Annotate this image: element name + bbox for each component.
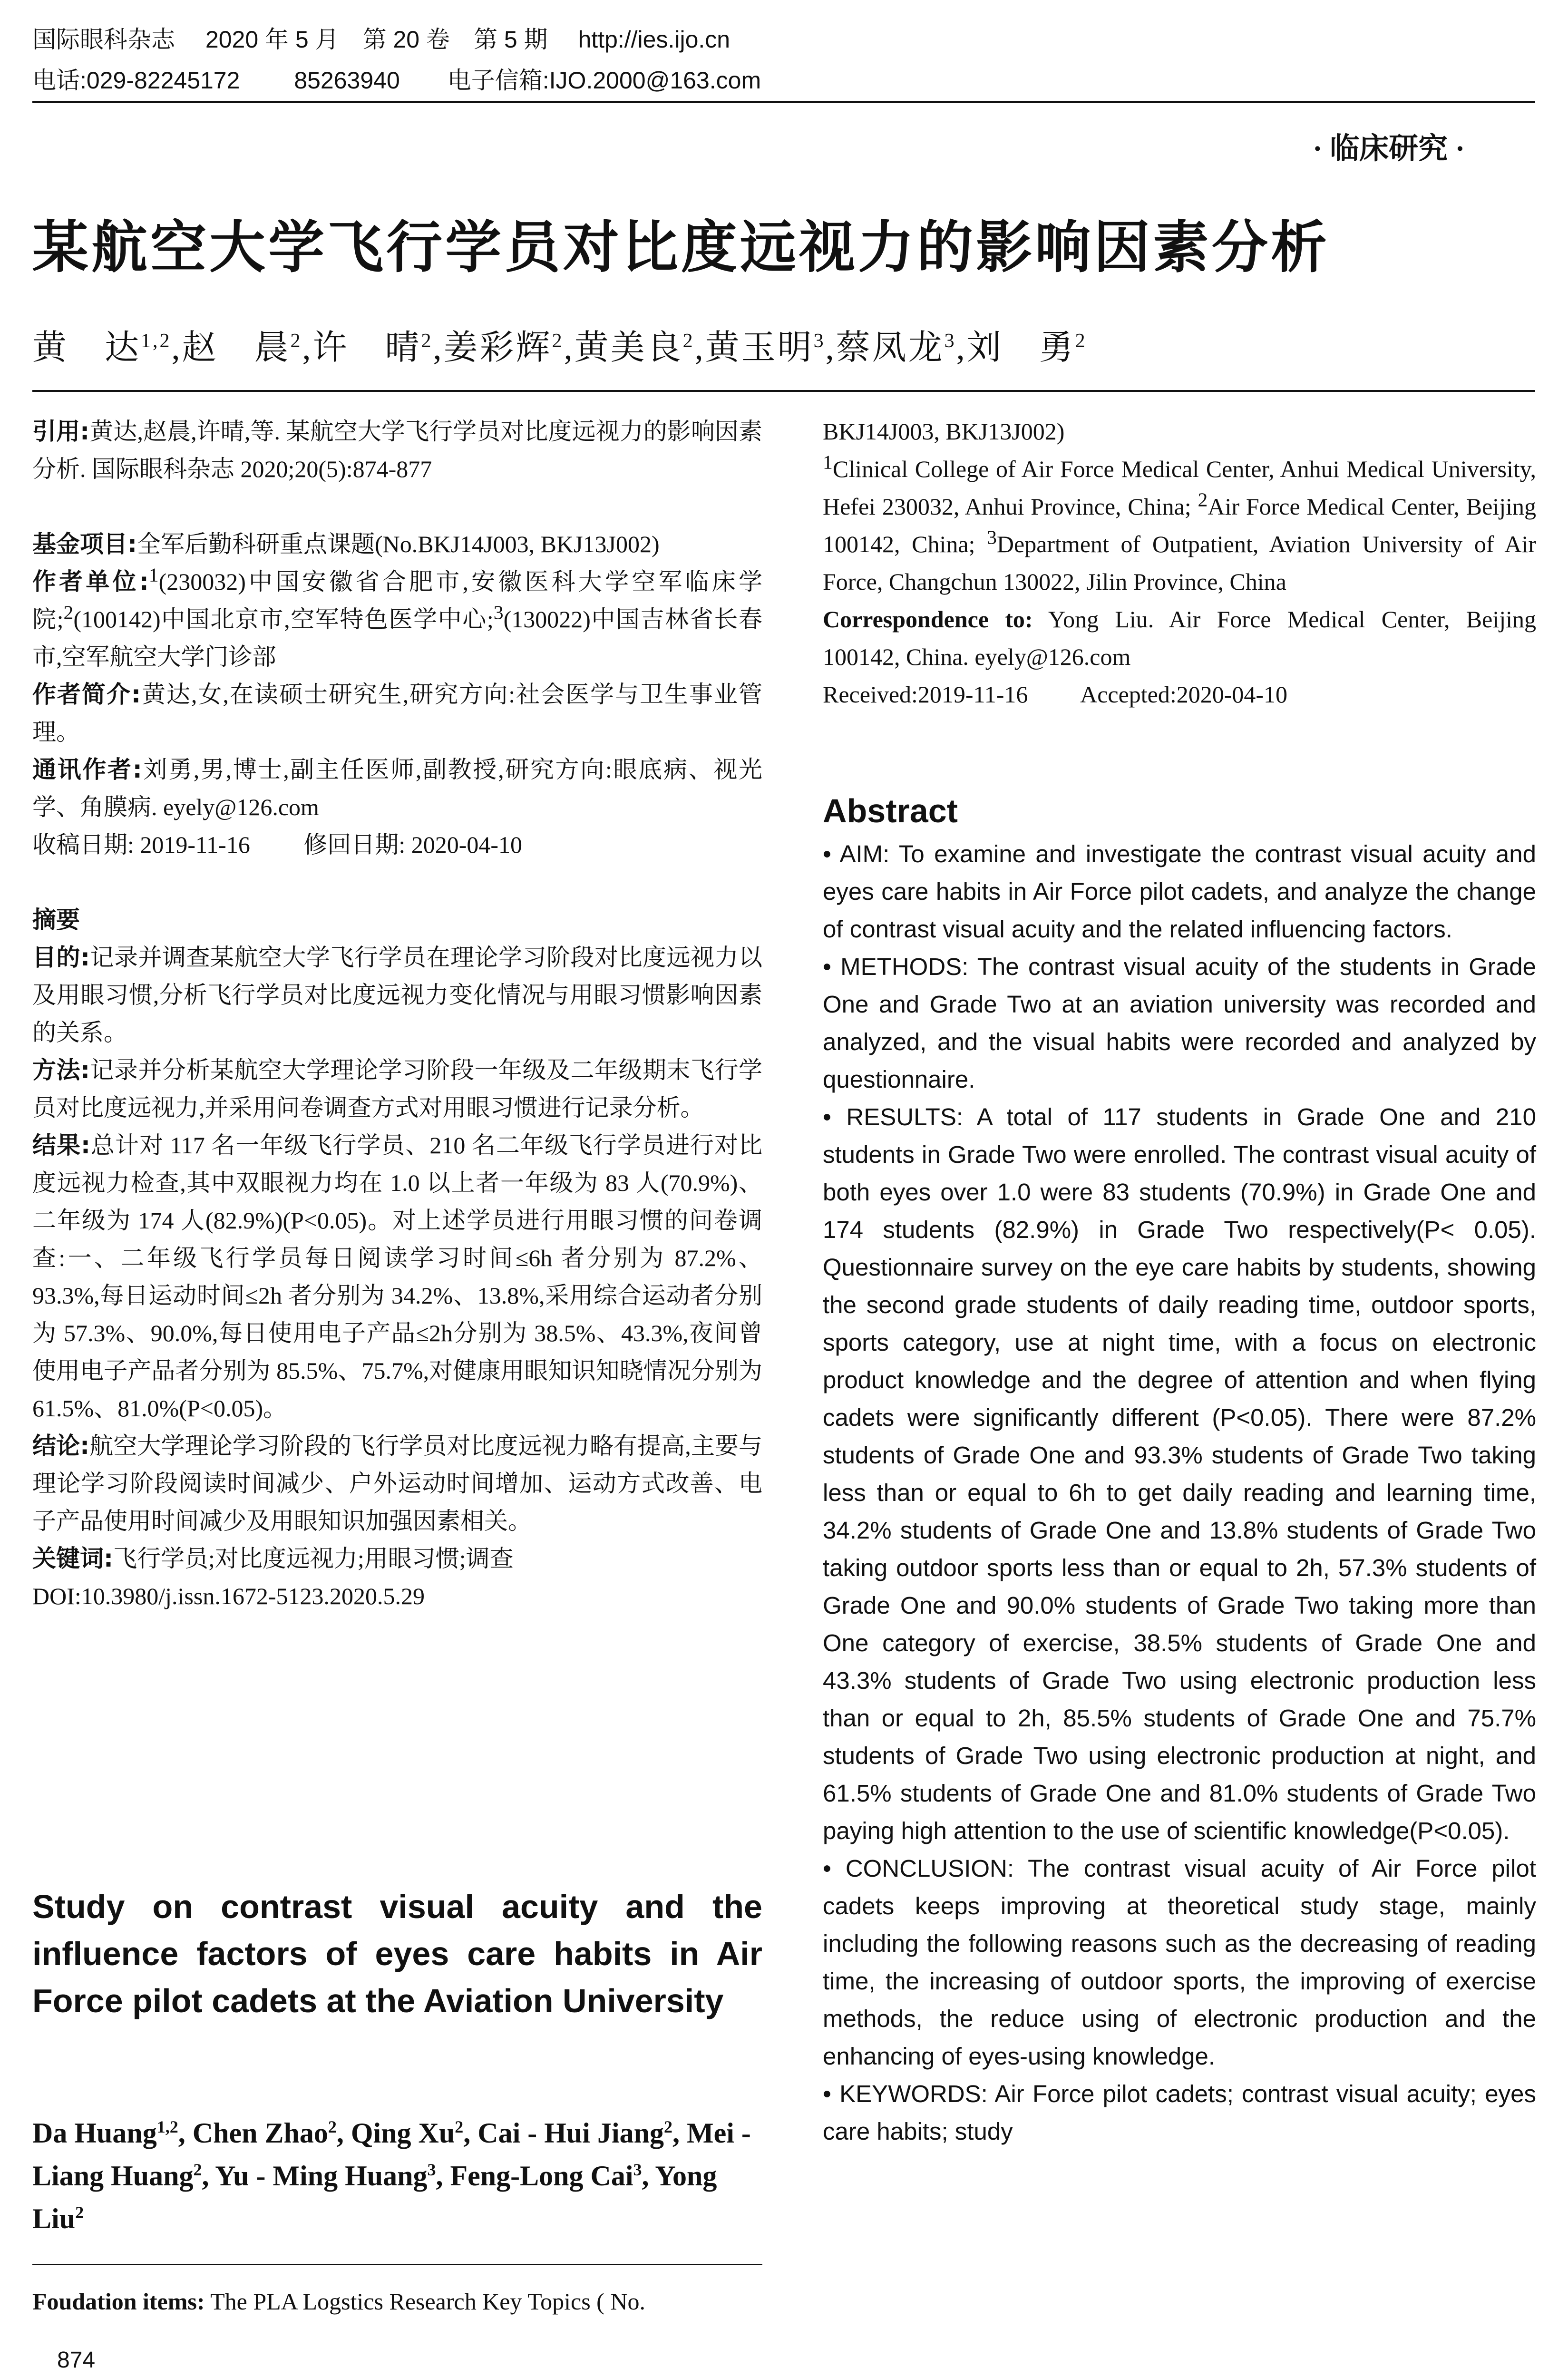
footnote-rule: [32, 2264, 762, 2265]
result-label: 结果:: [32, 1131, 91, 1159]
cn-author: 姜彩辉$^2$: [443, 329, 564, 367]
cn-author: 刘 勇$^2$: [966, 329, 1087, 367]
aim-label: 目的:: [32, 944, 90, 971]
cn-author-sup: 2: [421, 330, 433, 352]
abstract-heading-cn: 摘要: [32, 906, 80, 934]
aff-sup-2: 2: [1198, 489, 1208, 511]
unit-text-3: (130022)中国吉林省长春市,空军航空大学门诊部: [32, 606, 762, 670]
method-text: 记录并分析某航空大学理论学习阶段一年级及二年级期末飞行学员对比度远视力,并采用问卷调查方式对用眼习惯进行记录分析。: [32, 1057, 762, 1121]
header-rule: [32, 101, 1535, 103]
en-author-sup: 2: [328, 2117, 337, 2136]
en-author: Yu - Ming Huang$^3$: [215, 2160, 436, 2192]
en-author-sup: 3: [427, 2160, 436, 2179]
correspondence-label: Correspondence to:: [823, 606, 1033, 633]
citation-label: 引用:: [32, 418, 90, 445]
cn-author: 黄玉明$^3$: [705, 329, 826, 367]
aff-3: Department of Outpatient, Aviation University of Air Force, Changchun 130022, Jilin Province, China: [823, 531, 1536, 595]
abstract-results-en: • RESULTS: A total of 117 students in Grade One and 210 students in Grade Two were enrolled. The contrast visual acuity of both eyes over 1.0 were 83 students (70.9%) in Grade One and 174 students (82.9%) in Grade Two respectively(P< 0.05). Questionnaire survey on the eye care habits by students, showing the second grade students of daily reading time, outdoor sports, sports category, use at night time, with a focus on electronic product knowledge and the degree of attention and when flying cadets were significantly different (P<0.05). There were 87.2% students of Grade One and 93.3% students of Grade Two taking less than or equal to 6h to get daily reading and learning time, 34.2% students of Grade One and 13.8% students of Grade Two taking outdoor sports less than or equal to 2h, 57.3% students of Grade One and 90.0% students of Grade Two taking more than One category of exercise, 38.5% students of Grade One and 43.3% students of Grade Two using electronic production less than or equal to 2h, 85.5% students of Grade One and 75.7% students of Grade Two using electronic production at night, and 61.5% students of Grade One and 81.0% students of Grade Two paying high attention to the use of scientific knowledge(P<0.05).: [823, 1103, 1536, 1844]
en-author: Yong Liu$^2$: [32, 2160, 717, 2234]
en-author-sup: 3: [633, 2160, 642, 2179]
cn-author-sup: 2: [552, 330, 564, 352]
en-author-sup: 2: [193, 2160, 202, 2179]
unit-text-1: (230032)中国安徽省合肥市,安徽医科大学空军临床学院;: [32, 568, 762, 633]
abstract-aim-cn: [32, 939, 762, 1052]
cn-author: 赵 晨$^2$: [182, 329, 302, 367]
corr-text: 刘勇,男,博士,副主任医师,副教授,研究方向:眼底病、视光学、角膜病. eyely@126.com: [32, 756, 763, 820]
fund-text: 全军后勤科研重点课题(No.BKJ14J003, BKJ13J002): [137, 531, 660, 557]
fund-label: 基金项目:: [32, 530, 137, 558]
en-author: Da Huang$^{1,2}$: [32, 2117, 178, 2149]
cn-author-sup: 3: [813, 330, 826, 352]
intro-text: 黄达,女,在读硕士研究生,研究方向:社会医学与卫生事业管理。: [32, 681, 763, 745]
en-author: Chen Zhao$^2$: [192, 2117, 337, 2149]
left-column: [32, 413, 762, 1615]
en-author: Feng-Long Cai$^3$: [450, 2160, 642, 2192]
abstract-methods-en: • METHODS: The contrast visual acuity of the students in Grade One and Grade Two at an aviation university was recorded and analyzed, and the visual habits were recorded and analyzed by questionnaire.: [823, 953, 1536, 1093]
kw-text: 飞行学员;对比度远视力;用眼习惯;调查: [113, 1545, 514, 1572]
en-author: Cai - Hui Jiang$^2$: [477, 2117, 672, 2149]
aim-text: 记录并调查某航空大学飞行学员在理论学习阶段对比度远视力以及用眼习惯,分析飞行学员对比度远视力变化情况与用眼习惯影响因素的关系。: [32, 944, 762, 1046]
en-author-sup: 2: [664, 2117, 672, 2136]
cn-author-sup: 2: [682, 330, 695, 352]
method-label: 方法:: [32, 1056, 90, 1084]
cn-author: 许 晴$^2$: [312, 329, 433, 367]
affiliations-en: [823, 450, 1536, 601]
aff-sup-3: 3: [987, 526, 997, 549]
received-accepted: Received:2019-11-16 Accepted:2020-04-10: [823, 681, 1288, 708]
abstract-en: [823, 835, 1536, 2150]
cn-author-sup: 2: [1075, 330, 1087, 352]
journal-header-line2: 电话:029-82245172 85263940 电子信箱:IJO.2000@163.com: [32, 67, 761, 94]
journal-header-line1: 国际眼科杂志 2020 年 5 月 第 20 卷 第 5 期 http://ies.ijo.cn: [32, 26, 730, 53]
english-title: Study on contrast visual acuity and the influence factors of eyes care habits in Air Force pilot cadets at the Aviation University: [32, 1888, 762, 2019]
abstract-conclusion-cn: [32, 1427, 762, 1540]
cn-author-sup: 2: [290, 330, 302, 352]
abstract-result-cn: [32, 1127, 762, 1427]
unit-sup-1: 1: [148, 564, 159, 586]
unit-text-2: (100142)中国北京市,空军特色医学中心;: [73, 606, 494, 633]
cn-author: 黄美良$^2$: [574, 329, 695, 367]
aff-2: Air Force Medical Center, Beijing 100142, China;: [823, 493, 1536, 557]
cn-author: 黄 达$^{1,2}$: [32, 329, 172, 367]
authors-cn: 黄 达$^{1,2}$,赵 晨$^2$,许 晴$^2$,姜彩辉$^2$,黄美良$^2$,黄玉明$^3$,蔡凤龙$^3$,刘 勇$^2$: [32, 329, 1087, 367]
kw-label: 关键词:: [32, 1545, 113, 1572]
abstract-heading-en: Abstract: [823, 792, 958, 829]
unit-sup-3: 3: [493, 602, 504, 624]
concl-label: 结论:: [32, 1432, 90, 1460]
abstract-keywords-en: • KEYWORDS: Air Force pilot cadets; contrast visual acuity; eyes care habits; study: [823, 2080, 1536, 2145]
author-units: [32, 563, 762, 676]
cn-author: 蔡凤龙$^3$: [836, 329, 956, 367]
aff-sup-1: 1: [823, 451, 833, 474]
correspondence-text: Yong Liu. Air Force Medical Center, Beijing 100142, China. eyely@126.com: [823, 606, 1536, 670]
authors-en: Da Huang$^{1,2}$, Chen Zhao$^2$, Qing Xu$^2$, Cai - Hui Jiang$^2$, Mei - Liang Huang$^2$, Yu - Ming Huang$^3$, Feng-Long Cai$^3$, Yong Liu$^2$: [32, 2117, 751, 2234]
correspondence-en: [823, 601, 1536, 676]
en-author: Qing Xu$^2$: [351, 2117, 464, 2149]
corresponding-author: [32, 751, 762, 826]
author-intro: [32, 676, 762, 751]
foundation-label: Foudation items:: [32, 2288, 205, 2315]
en-author-sup: 2: [455, 2117, 464, 2136]
citation: [32, 413, 762, 488]
page-title: 某航空大学飞行学员对比度远视力的影响因素分析: [32, 214, 1330, 280]
aff-1: Clinical College of Air Force Medical Center, Anhui Medical University, Hefei 230032, Anhui Province, China;: [823, 456, 1536, 520]
concl-text: 航空大学理论学习阶段的飞行学员对比度远视力略有提高,主要与理论学习阶段阅读时间减少、户外运动时间增加、运动方式改善、电子产品使用时间减少及用眼知识加强因素相关。: [32, 1432, 763, 1534]
intro-label: 作者简介:: [32, 681, 141, 708]
cn-author-sup: 1,2: [141, 330, 172, 352]
result-text: 总计对 117 名一年级飞行学员、210 名二年级飞行学员进行对比度远视力检查,其中双眼视力均在 1.0 以上者一年级为 83 人(70.9%)、二年级为 174 人(82.9%)(P<0.05)。对上述学员进行用眼习惯的问卷调查:一、二年级飞行学员每日阅读学习时间≤6h 者分别为 87.2%、93.3%,每日运动时间≤2h 者分别为 34.2%、13.8%,采用综合运动者分别为 57.3%、90.0%,每日使用电子产品≤2h分别为 38.5%、43.3%,夜间曾使用电子产品者分别为 85.5%、75.7%,对健康用眼知识知晓情况分别为 61.5%、81.0%(P<0.05)。: [32, 1132, 762, 1422]
corr-label: 通讯作者:: [32, 756, 142, 783]
foundation-continued: BKJ14J003, BKJ13J002): [823, 418, 1065, 445]
abstract-aim-en: • AIM: To examine and investigate the contrast visual acuity and eyes care habits in Air Force pilot cadets, and analyze the change of contrast visual acuity and the related influencing factors.: [823, 840, 1536, 943]
unit-label: 作者单位:: [32, 568, 149, 595]
citation-text: 黄达,赵晨,许晴,等. 某航空大学飞行学员对比度远视力的影响因素分析. 国际眼科杂志 2020;20(5):874-877: [32, 418, 763, 482]
cn-author-sup: 3: [944, 330, 956, 352]
keywords-cn: [32, 1540, 762, 1578]
abstract-conclusion-en: • CONCLUSION: The contrast visual acuity of Air Force pilot cadets keeps improving at theoretical study stage, mainly including the following reasons such as the decreasing of reading time, the increasing of outdoor sports, the improving of exercise methods, the reduce using of electronic production and the enhancing of eyes-using knowledge.: [823, 1855, 1536, 2070]
doi: DOI:10.3980/j.issn.1672-5123.2020.5.29: [32, 1583, 425, 1609]
en-author-sup: 2: [75, 2203, 84, 2222]
unit-sup-2: 2: [63, 602, 74, 624]
author-rule: [32, 390, 1535, 392]
en-author-sup: 1,2: [156, 2117, 178, 2136]
received-dates: 收稿日期: 2019-11-16 修回日期: 2020-04-10: [32, 831, 523, 858]
en-author: Mei - Liang Huang$^2$: [32, 2117, 751, 2192]
abstract-method-cn: [32, 1052, 762, 1127]
right-column-affiliations: [823, 413, 1536, 713]
section-tag: · 临床研究 ·: [1313, 133, 1465, 165]
page-number: 874: [57, 2348, 96, 2373]
foundation-items: [32, 2283, 762, 2320]
foundation-text: The PLA Logstics Research Key Topics ( No.: [205, 2288, 645, 2315]
fund: [32, 526, 762, 563]
